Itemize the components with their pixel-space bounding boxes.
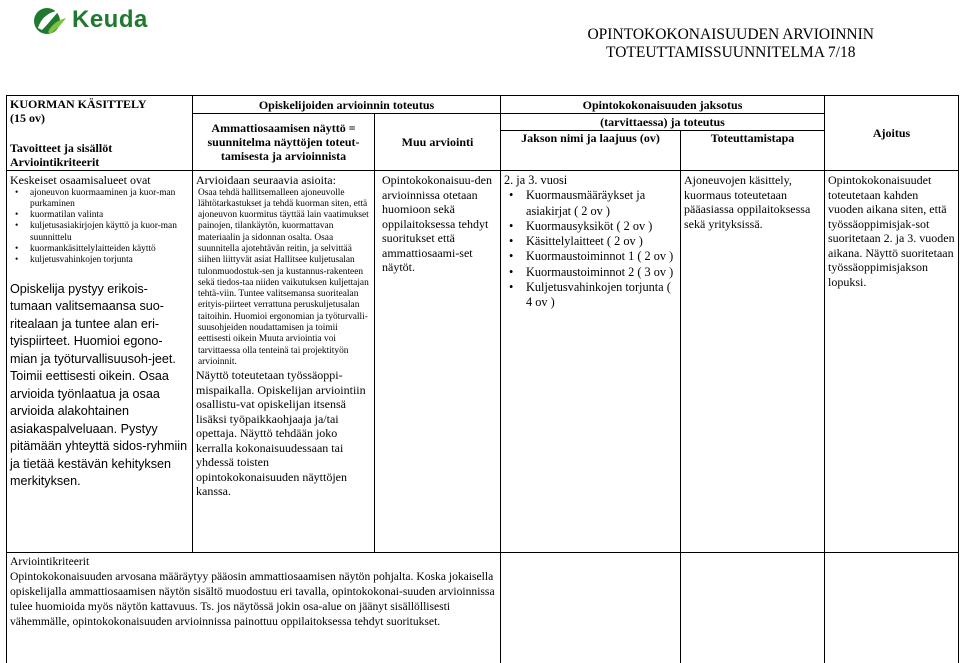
skills-demo-line2: suunnitelma näyttöjen toteut- [207,135,360,149]
header-implementer: Toteuttamistapa [681,131,825,171]
header-periodization [501,96,825,114]
empty-cell [825,553,959,663]
criteria-heading: Arviointikriteerit [10,555,90,568]
periodization-line1: Opintokokonaisuuden jaksotus [582,97,743,112]
implementer-text: Ajoneuvojen käsittely, kuormaus toteutetaan pääasiassa oppilaitoksessa sekä yrityksissä. [684,173,811,231]
list-item: • Kuormausmääräykset ja asiakirjat ( 2 ov ) [504,188,677,219]
header-unit [7,96,193,171]
other-assessment-cell [375,171,501,553]
list-item: • ajoneuvon kuormaaminen ja kuor-man purkaminen [10,188,189,211]
leaf-logo-icon [32,4,70,38]
goals-heading: Tavoitteet ja sisällöt [10,141,113,155]
assessment-plan-table [6,95,959,663]
unit-duration: (15 ov) [10,111,45,125]
header-skills-demonstration [193,114,375,171]
criteria-text: Opintokokonaisuuden arvosana määräytyy pääosin ammattiosaamisen näytön pohjalta. Koska jokaisella opiskelijalla ammattiosaamisen näytön sisältö muodostuu eri tavalla, opintokokonai-suuden arvioinnissa tulee huomioida myös näytön kattavuus. Ts. jos näytössä jokin osa-alue on jäänyt sisällöllisesti vähemmälle, opintokokonaisuuden arvioinnissa painottuu oppilaitoksessa tehdyt suoritukset. [10,570,495,628]
timing-cell [825,171,959,553]
empty-cell [501,553,681,663]
empty-cell [681,553,825,663]
key-skills-list [10,188,189,267]
keuda-logo [32,4,172,40]
skills-demo-cell [193,171,375,553]
skills-demo-intro: Arvioidaan seuraavia asioita: [196,173,336,187]
header-student-assessment: Opiskelijoiden arvioinnin toteutus [193,96,501,114]
goals-cell [7,171,193,553]
criteria-cell [7,553,501,663]
implementer-cell [681,171,825,553]
skills-demo-line1: Ammattiosaamisen näyttö = [211,121,356,135]
period-list [504,188,677,310]
header-periodization-sub: (tarvittaessa) ja toteutus [501,114,825,131]
list-item: • Käsittelylaitteet ( 2 ov ) [504,234,677,249]
list-item: • Kuormaustoiminnot 1 ( 2 ov ) [504,249,677,264]
list-item: • kuljetusvahinkojen torjunta [10,255,189,266]
logo-text: Keuda [72,6,148,33]
list-item: • kuormatilan valinta [10,210,189,221]
skills-demo-line3: tamisesta ja arvioinnista [220,149,347,163]
goals-description: Opiskelija pystyy erikois-tumaan valitsemaansa suo-ritealaan ja tuntee alan eri-tyispiirteet. Huomioi egono-mian ja työturvallisuusoh-jeet. Toimii eettisesti oikein. Osaa arvioida työnlaatua ja osaa arvioida alakohtainen asiakaspalveluaan. Pystyy pitämään yhteyttä sidos-ryhmiin ja tietää kestävän kehityksen merkityksen. [10,281,188,489]
document-title-line1: OPINTOKOKONAISUUDEN ARVIOINNIN [587,26,874,43]
period-cell [501,171,681,553]
criteria-heading-top: Arviointikriteerit [10,155,100,169]
list-item: • kuljetusasiakirjojen käyttö ja kuor-man suunnittelu [10,221,189,244]
skills-demo-details: Osaa tehdä hallitsemalleen ajoneuvolle lähtötarkastukset ja tehdä kuorman siten, että ajoneuvon kuormitus täyttää lain vaatimukset painojen, tilankäytön, kuormattavan materiaalin ja sidonnan osalta. Osaa suunnitella ajotehtävän reitin, ja selvittää siihen liittyvät asiat Hallitsee kuljetusalan tulonmuodostuk-sen ja kustannus-rakenteen sekä tiedos-taa niiden vaikutuksen kuljettajan tehtä-viin. Tuntee valitsemansa suoritealan erityis-piirteet verrattuna peruskuljetusalan taitoihin. Huomioi ergonomian ja työturvalli-suusohjeiden noudattamisen ja toimii eettisesti oikein Muuta arviointia voi tarvittaessa olla tenteinä tai projektityön arvioinnit. [198,187,369,367]
other-assessment-text: Opintokokonaisuu-den arvioinnissa otetaan huomioon sekä oppilaitoksessa tehdyt suoritukset että ammattiosaami-set näytöt. [382,173,492,274]
goals-intro: Keskeiset osaamisalueet ovat [10,173,151,187]
header-timing: Ajoitus [825,96,959,171]
timing-text: Opintokokonaisuudet toteutetaan kahden vuoden aikana siten, että työssäoppimisjak-sot suoritetaan 2. ja 3. vuoden aikana. Näyttö suoritetaan työssäoppimisjakson lopuksi. [828,173,955,289]
unit-title: KUORMAN KÄSITTELY [10,97,147,111]
header-other-assessment: Muu arviointi [375,114,501,171]
document-title-line2: TOTEUTTAMISSUUNNITELMA 7/18 [606,44,856,61]
list-item: • kuormankäsittelylaitteiden käyttö [10,244,189,255]
skills-demo-implementation: Näyttö toteutetaan työssäoppi-mispaikalla. Opiskelijan arviointiin osallistu-vat opiskelijan itsensä lisäksi työpaikkaohjaaja ja/tai opettaja. Näyttö tehdään joko kerralla kokonaisuudessaan tai yhdessä toisten opintokokonaisuuden näyttöjen kanssa. [196,368,366,499]
document-title [587,26,874,62]
header-period-name: Jakson nimi ja laajuus (ov) [501,131,681,171]
list-item: • Kuljetusvahinkojen torjunta ( 4 ov ) [504,280,677,311]
period-intro: 2. ja 3. vuosi [504,173,568,187]
list-item: • Kuormaustoiminnot 2 ( 3 ov ) [504,265,677,280]
list-item: • Kuormausyksiköt ( 2 ov ) [504,219,677,234]
